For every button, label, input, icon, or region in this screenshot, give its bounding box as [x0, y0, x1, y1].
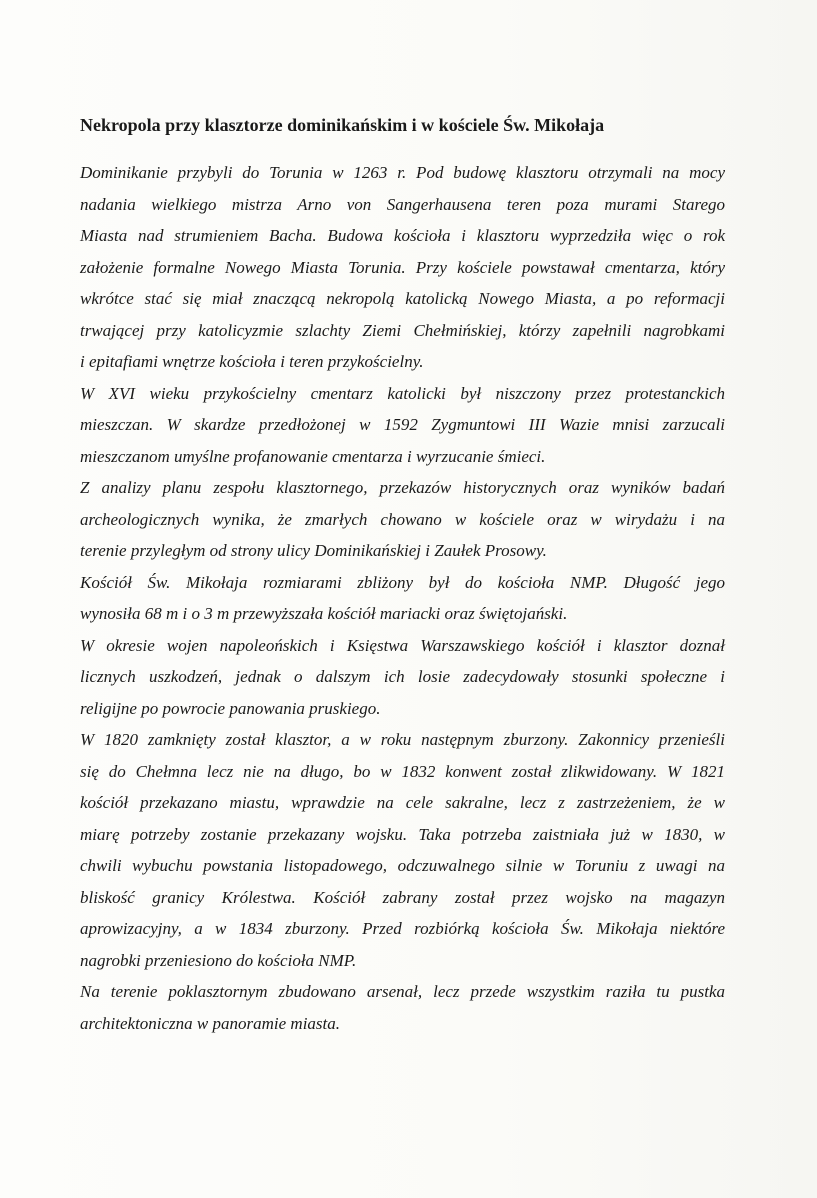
text-line: terenie przyległym od strony ulicy Dominikańskiej i Zaułek Prosowy. — [80, 541, 547, 560]
text-line: i epitafiami wnętrze kościoła i teren przykościelny. — [80, 352, 424, 371]
text-line: chwili wybuchu powstania listopadowego, odczuwalnego silnie w Toruniu z uwagi na — [80, 856, 725, 875]
text-line: bliskość granicy Królestwa. Kościół zabrany został przez wojsko na magazyn — [80, 887, 725, 907]
text-line: Z analizy planu zespołu klasztornego, przekazów historycznych oraz wyników badań — [80, 478, 725, 497]
text-line: kościół przekazano miastu, wprawdzie na cele sakralne, lecz z zastrzeżeniem, że w — [80, 793, 725, 812]
text-line: architektoniczna w panoramie miasta. — [80, 1013, 341, 1033]
text-line: archeologicznych wynika, że zmarłych chowano w kościele oraz w wirydażu i na — [80, 509, 725, 529]
body-text — [80, 157, 725, 1039]
text-line: W XVI wieku przykościelny cmentarz katolicki był niszczony przez protestanckich — [80, 383, 725, 403]
text-line: mieszczanom umyślne profanowanie cmentarza i wyrzucanie śmieci. — [80, 446, 546, 466]
page-title: Nekropola przy klasztorze dominikańskim i w kościele Św. Mikołaja — [80, 115, 605, 135]
text-line: Miasta nad strumieniem Bacha. Budowa kościoła i klasztoru wyprzedziła więc o rok — [80, 226, 725, 245]
text-line: wkrótce stać się miał znaczącą nekropolą katolicką Nowego Miasta, a po reformacji — [80, 289, 725, 308]
text-line: W okresie wojen napoleońskich i Księstwa Warszawskiego kościół i klasztor doznał — [80, 635, 725, 655]
text-line: nadania wielkiego mistrza Arno von Sangerhausena teren poza murami Starego — [80, 194, 725, 214]
text-line: Na terenie poklasztornym zbudowano arsenał, lecz przede wszystkim raziła tu pustka — [80, 982, 725, 1001]
text-line: miarę potrzeby zostanie przekazany wojsku. Taka potrzeba zaistniała już w 1830, w — [80, 824, 725, 844]
text-line: aprowizacyjny, a w 1834 zburzony. Przed rozbiórką kościoła Św. Mikołaja niektóre — [80, 919, 725, 938]
text-line: W 1820 zamknięty został klasztor, a w roku następnym zburzony. Zakonnicy przenieśli — [80, 730, 725, 749]
text-line: licznych uszkodzeń, jednak o dalszym ich losie zadecydowały stosunki społeczne i — [80, 667, 725, 686]
text-line: nagrobki przeniesiono do kościoła NMP. — [80, 950, 357, 970]
text-line: się do Chełmna lecz nie na długo, bo w 1832 konwent został zlikwidowany. W 1821 — [80, 761, 725, 781]
text-line: wynosiła 68 m i o 3 m przewyższała kościół mariacki oraz świętojański. — [80, 604, 568, 623]
document-body — [80, 113, 725, 1039]
text-line: religijne po powrocie panowania pruskiego. — [80, 698, 381, 718]
text-line: założenie formalne Nowego Miasta Torunia. Przy kościele powstawał cmentarza, który — [80, 257, 725, 277]
text-line: mieszczan. W skardze przedłożonej w 1592 Zygmuntowi III Wazie mnisi zarzucali — [80, 415, 725, 434]
text-line: Kościół Św. Mikołaja rozmiarami zbliżony był do kościoła NMP. Długość jego — [80, 572, 725, 592]
text-line: trwającej przy katolicyzmie szlachty Ziemi Chełmińskiej, którzy zapełnili nagrobkami — [80, 320, 725, 340]
text-line: Dominikanie przybyli do Torunia w 1263 r. Pod budowę klasztoru otrzymali na mocy — [80, 163, 725, 182]
